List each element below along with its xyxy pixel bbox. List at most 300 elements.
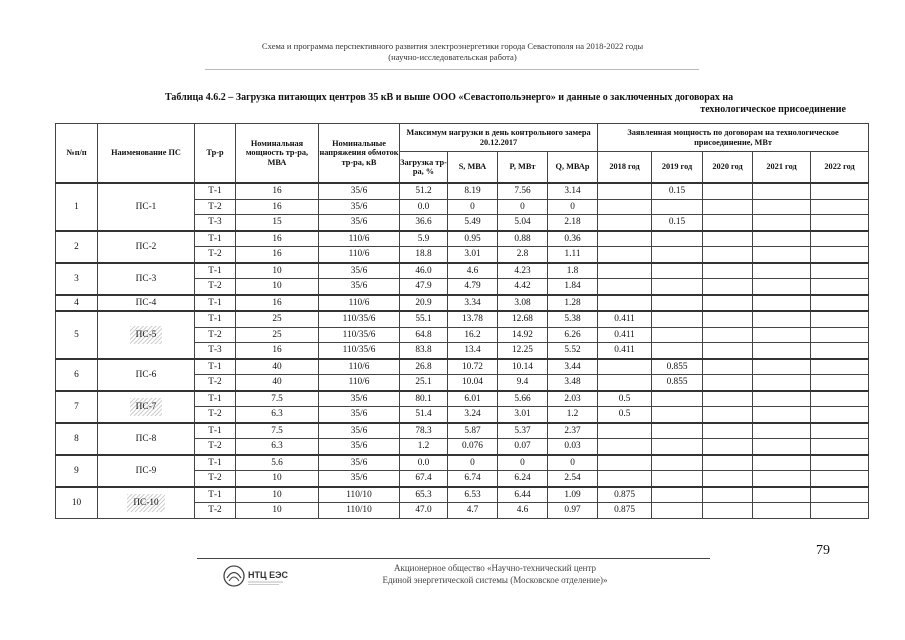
cell-declared-2018: 0.875	[598, 503, 652, 519]
cell-declared-2021	[753, 359, 811, 375]
cell-declared-2020	[703, 439, 753, 455]
cell-substation-name	[98, 487, 195, 519]
cell-load-percent: 26.8	[400, 359, 448, 375]
cell-declared-2022	[811, 471, 869, 487]
cell-nominal-power: 10	[236, 263, 319, 279]
cell-q-value: 1.09	[548, 487, 598, 503]
cell-nominal-voltage: 35/6	[319, 423, 400, 439]
cell-transformer: Т-3	[195, 215, 236, 231]
cell-transformer: Т-2	[195, 407, 236, 423]
cell-num: 1	[56, 183, 98, 231]
cell-s-value: 13.78	[448, 311, 498, 327]
cell-load-percent: 0.0	[400, 199, 448, 215]
cell-transformer: Т-1	[195, 311, 236, 327]
cell-q-value: 1.8	[548, 263, 598, 279]
cell-p-value: 5.66	[498, 391, 548, 407]
header-rule	[205, 69, 699, 70]
cell-nominal-power: 25	[236, 311, 319, 327]
cell-declared-2020	[703, 471, 753, 487]
header-substation-name: Наименование ПС	[98, 124, 195, 184]
cell-declared-2018	[598, 375, 652, 391]
cell-declared-2022	[811, 263, 869, 279]
cell-declared-2019	[652, 471, 703, 487]
cell-declared-2022	[811, 231, 869, 247]
cell-declared-2018	[598, 231, 652, 247]
cell-declared-2020	[703, 375, 753, 391]
cell-nominal-power: 10	[236, 279, 319, 295]
substation-name: ПС-8	[135, 433, 157, 444]
cell-declared-2022	[811, 183, 869, 199]
cell-s-value: 10.72	[448, 359, 498, 375]
cell-declared-2022	[811, 455, 869, 471]
cell-transformer: Т-2	[195, 247, 236, 263]
cell-load-percent: 0.0	[400, 455, 448, 471]
cell-declared-2018	[598, 359, 652, 375]
cell-declared-2022	[811, 391, 869, 407]
logo-text: НТЦ ЕЭС	[248, 570, 288, 580]
cell-declared-2019	[652, 439, 703, 455]
cell-declared-2022	[811, 295, 869, 312]
cell-declared-2020	[703, 359, 753, 375]
cell-transformer: Т-1	[195, 183, 236, 199]
cell-declared-2019	[652, 343, 703, 359]
cell-declared-2019	[652, 231, 703, 247]
cell-p-value: 4.6	[498, 503, 548, 519]
cell-q-value: 6.26	[548, 327, 598, 343]
cell-nominal-power: 40	[236, 375, 319, 391]
cell-declared-2018	[598, 471, 652, 487]
cell-declared-2021	[753, 439, 811, 455]
cell-transformer: Т-2	[195, 439, 236, 455]
cell-declared-2018	[598, 215, 652, 231]
cell-q-value: 0.36	[548, 231, 598, 247]
cell-s-value: 3.24	[448, 407, 498, 423]
cell-declared-2022	[811, 199, 869, 215]
cell-declared-2022	[811, 247, 869, 263]
cell-declared-2019: 0.15	[652, 215, 703, 231]
table-row	[56, 231, 869, 247]
cell-q-value: 5.52	[548, 343, 598, 359]
cell-declared-2021	[753, 503, 811, 519]
cell-s-value: 3.34	[448, 295, 498, 312]
table-title	[165, 92, 846, 116]
cell-declared-2021	[753, 455, 811, 471]
cell-num: 4	[56, 295, 98, 312]
cell-nominal-voltage: 110/35/6	[319, 327, 400, 343]
cell-q-value: 3.14	[548, 183, 598, 199]
header-nominal-power: Номинальная мощность тр-ра, МВА	[236, 124, 319, 184]
cell-load-percent: 51.4	[400, 407, 448, 423]
cell-nominal-power: 10	[236, 487, 319, 503]
substation-name: ПС-10	[127, 494, 164, 512]
cell-load-percent: 36.6	[400, 215, 448, 231]
cell-declared-2020	[703, 215, 753, 231]
cell-transformer: Т-1	[195, 295, 236, 312]
cell-q-value: 5.38	[548, 311, 598, 327]
cell-declared-2021	[753, 423, 811, 439]
cell-s-value: 0	[448, 455, 498, 471]
cell-nominal-voltage: 110/6	[319, 247, 400, 263]
cell-declared-2020	[703, 423, 753, 439]
header-2018: 2018 год	[598, 152, 652, 184]
cell-declared-2020	[703, 295, 753, 312]
cell-s-value: 10.04	[448, 375, 498, 391]
cell-declared-2018: 0.875	[598, 487, 652, 503]
cell-declared-2018: 0.411	[598, 311, 652, 327]
cell-p-value: 7.56	[498, 183, 548, 199]
cell-declared-2020	[703, 343, 753, 359]
cell-declared-2018	[598, 455, 652, 471]
cell-nominal-voltage: 110/6	[319, 359, 400, 375]
cell-declared-2020	[703, 279, 753, 295]
cell-declared-2019	[652, 295, 703, 312]
header-2021: 2021 год	[753, 152, 811, 184]
cell-p-value: 5.37	[498, 423, 548, 439]
header-line-1: Схема и программа перспективного развития электроэнергетики города Севастополя на 2018-2022 годы	[261, 41, 644, 51]
cell-declared-2021	[753, 215, 811, 231]
cell-declared-2019	[652, 391, 703, 407]
cell-num: 3	[56, 263, 98, 295]
cell-transformer: Т-1	[195, 487, 236, 503]
cell-load-percent: 47.9	[400, 279, 448, 295]
cell-declared-2020	[703, 311, 753, 327]
cell-transformer: Т-2	[195, 279, 236, 295]
cell-load-percent: 80.1	[400, 391, 448, 407]
header-s: S, МВА	[448, 152, 498, 184]
substation-name: ПС-6	[135, 369, 157, 380]
cell-q-value: 0	[548, 455, 598, 471]
cell-declared-2019	[652, 423, 703, 439]
cell-declared-2020	[703, 391, 753, 407]
cell-p-value: 0.07	[498, 439, 548, 455]
cell-declared-2022	[811, 439, 869, 455]
header-2022: 2022 год	[811, 152, 869, 184]
cell-load-percent: 46.0	[400, 263, 448, 279]
footer-line-1: Акционерное общество «Научно-технический центр	[393, 563, 597, 573]
header-max-load-group: Максимум нагрузки в день контрольного замера 20.12.2017	[400, 124, 598, 152]
cell-q-value: 1.84	[548, 279, 598, 295]
cell-load-percent: 67.4	[400, 471, 448, 487]
cell-declared-2022	[811, 423, 869, 439]
cell-declared-2021	[753, 311, 811, 327]
cell-nominal-power: 16	[236, 343, 319, 359]
cell-s-value: 3.01	[448, 247, 498, 263]
cell-declared-2018: 0.411	[598, 343, 652, 359]
cell-declared-2019	[652, 407, 703, 423]
cell-declared-2018	[598, 183, 652, 199]
header-p: P, МВт	[498, 152, 548, 184]
company-logo-icon	[221, 563, 299, 589]
page-number: 79	[816, 543, 830, 558]
cell-load-percent: 25.1	[400, 375, 448, 391]
cell-load-percent: 78.3	[400, 423, 448, 439]
cell-q-value: 2.54	[548, 471, 598, 487]
cell-num: 5	[56, 311, 98, 359]
cell-nominal-voltage: 35/6	[319, 455, 400, 471]
table-row	[56, 311, 869, 327]
cell-declared-2022	[811, 359, 869, 375]
cell-transformer: Т-2	[195, 471, 236, 487]
cell-declared-2021	[753, 279, 811, 295]
cell-p-value: 9.4	[498, 375, 548, 391]
cell-nominal-power: 16	[236, 183, 319, 199]
cell-nominal-power: 10	[236, 503, 319, 519]
cell-declared-2021	[753, 343, 811, 359]
cell-s-value: 4.79	[448, 279, 498, 295]
cell-q-value: 1.2	[548, 407, 598, 423]
cell-nominal-voltage: 110/6	[319, 295, 400, 312]
table-row	[56, 423, 869, 439]
cell-declared-2019	[652, 455, 703, 471]
table-body	[56, 183, 869, 518]
cell-nominal-voltage: 35/6	[319, 263, 400, 279]
cell-p-value: 12.25	[498, 343, 548, 359]
cell-transformer: Т-1	[195, 359, 236, 375]
cell-q-value: 2.37	[548, 423, 598, 439]
cell-declared-2021	[753, 471, 811, 487]
cell-declared-2018: 0.5	[598, 391, 652, 407]
cell-substation-name	[98, 311, 195, 359]
cell-transformer: Т-2	[195, 375, 236, 391]
substation-name: ПС-9	[135, 465, 157, 476]
cell-nominal-power: 16	[236, 231, 319, 247]
table-row	[56, 487, 869, 503]
cell-declared-2021	[753, 391, 811, 407]
cell-s-value: 0.076	[448, 439, 498, 455]
substation-name: ПС-7	[130, 398, 163, 416]
cell-load-percent: 47.0	[400, 503, 448, 519]
cell-declared-2019	[652, 503, 703, 519]
substation-name: ПС-3	[135, 273, 157, 284]
header-num: №п/п	[56, 124, 98, 184]
cell-q-value: 2.03	[548, 391, 598, 407]
cell-nominal-power: 7.5	[236, 423, 319, 439]
cell-load-percent: 51.2	[400, 183, 448, 199]
cell-s-value: 5.87	[448, 423, 498, 439]
cell-transformer: Т-1	[195, 391, 236, 407]
cell-s-value: 6.01	[448, 391, 498, 407]
cell-declared-2020	[703, 263, 753, 279]
cell-nominal-power: 6.3	[236, 407, 319, 423]
cell-declared-2021	[753, 375, 811, 391]
cell-substation-name	[98, 391, 195, 423]
cell-declared-2019	[652, 327, 703, 343]
cell-q-value: 3.48	[548, 375, 598, 391]
cell-declared-2021	[753, 183, 811, 199]
cell-nominal-voltage: 35/6	[319, 407, 400, 423]
cell-declared-2022	[811, 311, 869, 327]
cell-s-value: 6.53	[448, 487, 498, 503]
cell-declared-2022	[811, 343, 869, 359]
cell-substation-name	[98, 183, 195, 231]
cell-num: 8	[56, 423, 98, 455]
cell-declared-2019	[652, 247, 703, 263]
cell-nominal-voltage: 35/6	[319, 183, 400, 199]
table-row	[56, 295, 869, 312]
cell-declared-2022	[811, 407, 869, 423]
cell-p-value: 0.88	[498, 231, 548, 247]
cell-transformer: Т-1	[195, 263, 236, 279]
cell-p-value: 3.08	[498, 295, 548, 312]
cell-nominal-voltage: 35/6	[319, 471, 400, 487]
cell-nominal-voltage: 35/6	[319, 439, 400, 455]
cell-transformer: Т-1	[195, 231, 236, 247]
cell-nominal-voltage: 110/6	[319, 231, 400, 247]
cell-declared-2020	[703, 455, 753, 471]
table-row	[56, 359, 869, 375]
cell-declared-2018	[598, 279, 652, 295]
cell-s-value: 4.7	[448, 503, 498, 519]
footer-line-2: Единой энергетической системы (Московское отделение)»	[382, 575, 608, 585]
cell-substation-name	[98, 455, 195, 487]
table-title-line-2: технологическое присоединение	[700, 104, 846, 115]
cell-declared-2022	[811, 487, 869, 503]
cell-nominal-voltage: 35/6	[319, 279, 400, 295]
cell-declared-2021	[753, 295, 811, 312]
cell-declared-2021	[753, 247, 811, 263]
substation-name: ПС-1	[135, 201, 157, 212]
cell-s-value: 13.4	[448, 343, 498, 359]
cell-substation-name	[98, 263, 195, 295]
cell-q-value: 1.11	[548, 247, 598, 263]
load-table	[55, 123, 869, 519]
cell-declared-2022	[811, 279, 869, 295]
cell-q-value: 2.18	[548, 215, 598, 231]
cell-declared-2020	[703, 327, 753, 343]
table-row	[56, 455, 869, 471]
cell-declared-2021	[753, 263, 811, 279]
cell-declared-2020	[703, 183, 753, 199]
cell-declared-2018	[598, 263, 652, 279]
cell-load-percent: 55.1	[400, 311, 448, 327]
cell-declared-2019	[652, 311, 703, 327]
cell-declared-2021	[753, 327, 811, 343]
substation-name: ПС-4	[135, 297, 157, 308]
cell-s-value: 8.19	[448, 183, 498, 199]
header-transformer: Тр-р	[195, 124, 236, 184]
cell-p-value: 6.44	[498, 487, 548, 503]
cell-s-value: 4.6	[448, 263, 498, 279]
header-q: Q, МВАр	[548, 152, 598, 184]
substation-name: ПС-5	[130, 326, 163, 344]
cell-p-value: 0	[498, 199, 548, 215]
cell-declared-2022	[811, 327, 869, 343]
cell-s-value: 0	[448, 199, 498, 215]
cell-load-percent: 1.2	[400, 439, 448, 455]
cell-q-value: 3.44	[548, 359, 598, 375]
cell-declared-2020	[703, 199, 753, 215]
cell-transformer: Т-2	[195, 327, 236, 343]
substation-name: ПС-2	[135, 241, 157, 252]
cell-num: 10	[56, 487, 98, 519]
cell-declared-2018	[598, 439, 652, 455]
cell-declared-2022	[811, 503, 869, 519]
cell-nominal-voltage: 35/6	[319, 199, 400, 215]
cell-nominal-voltage: 110/10	[319, 487, 400, 503]
cell-declared-2022	[811, 215, 869, 231]
cell-s-value: 16.2	[448, 327, 498, 343]
cell-num: 7	[56, 391, 98, 423]
cell-nominal-voltage: 110/35/6	[319, 343, 400, 359]
header-nominal-voltage: Номинальные напряжения обмоток тр-ра, кВ	[319, 124, 400, 184]
cell-substation-name	[98, 231, 195, 263]
cell-load-percent: 5.9	[400, 231, 448, 247]
cell-p-value: 0	[498, 455, 548, 471]
cell-p-value: 4.23	[498, 263, 548, 279]
cell-declared-2020	[703, 231, 753, 247]
cell-declared-2018	[598, 423, 652, 439]
cell-declared-2019	[652, 263, 703, 279]
cell-nominal-power: 16	[236, 247, 319, 263]
cell-load-percent: 18.8	[400, 247, 448, 263]
cell-p-value: 14.92	[498, 327, 548, 343]
cell-nominal-power: 15	[236, 215, 319, 231]
table-row	[56, 263, 869, 279]
cell-nominal-voltage: 35/6	[319, 391, 400, 407]
cell-num: 9	[56, 455, 98, 487]
cell-transformer: Т-2	[195, 199, 236, 215]
cell-declared-2021	[753, 407, 811, 423]
cell-q-value: 0.03	[548, 439, 598, 455]
table-row	[56, 183, 869, 199]
cell-s-value: 6.74	[448, 471, 498, 487]
cell-substation-name	[98, 295, 195, 312]
cell-s-value: 5.49	[448, 215, 498, 231]
cell-declared-2020	[703, 407, 753, 423]
cell-nominal-voltage: 110/35/6	[319, 311, 400, 327]
cell-load-percent: 64.8	[400, 327, 448, 343]
cell-nominal-voltage: 110/6	[319, 375, 400, 391]
cell-declared-2020	[703, 487, 753, 503]
header-declared-power-group: Заявленная мощность по договорам на технологическое присоединение, МВт	[598, 124, 869, 152]
cell-p-value: 12.68	[498, 311, 548, 327]
cell-nominal-power: 10	[236, 471, 319, 487]
cell-declared-2019	[652, 279, 703, 295]
cell-declared-2019: 0.855	[652, 359, 703, 375]
cell-num: 6	[56, 359, 98, 391]
cell-declared-2020	[703, 247, 753, 263]
cell-declared-2018	[598, 247, 652, 263]
cell-nominal-power: 16	[236, 295, 319, 312]
cell-load-percent: 83.8	[400, 343, 448, 359]
cell-q-value: 0	[548, 199, 598, 215]
cell-p-value: 3.01	[498, 407, 548, 423]
cell-num: 2	[56, 231, 98, 263]
cell-nominal-voltage: 110/10	[319, 503, 400, 519]
cell-nominal-power: 5.6	[236, 455, 319, 471]
cell-nominal-power: 40	[236, 359, 319, 375]
table-title-line-1: Таблица 4.6.2 – Загрузка питающих центров 35 кВ и выше ООО «Севастопольэнерго» и данные о заключенных договорах на	[165, 92, 734, 103]
cell-declared-2018	[598, 199, 652, 215]
cell-nominal-voltage: 35/6	[319, 215, 400, 231]
cell-declared-2019	[652, 487, 703, 503]
header-line-2: (научно-исследовательская работа)	[388, 52, 517, 62]
cell-transformer: Т-3	[195, 343, 236, 359]
cell-p-value: 5.04	[498, 215, 548, 231]
cell-transformer: Т-1	[195, 455, 236, 471]
cell-nominal-power: 16	[236, 199, 319, 215]
cell-load-percent: 65.3	[400, 487, 448, 503]
cell-nominal-power: 25	[236, 327, 319, 343]
cell-declared-2019	[652, 199, 703, 215]
cell-q-value: 1.28	[548, 295, 598, 312]
cell-p-value: 10.14	[498, 359, 548, 375]
cell-q-value: 0.97	[548, 503, 598, 519]
cell-transformer: Т-2	[195, 503, 236, 519]
cell-declared-2021	[753, 199, 811, 215]
cell-substation-name	[98, 423, 195, 455]
footer-rule	[197, 558, 710, 559]
